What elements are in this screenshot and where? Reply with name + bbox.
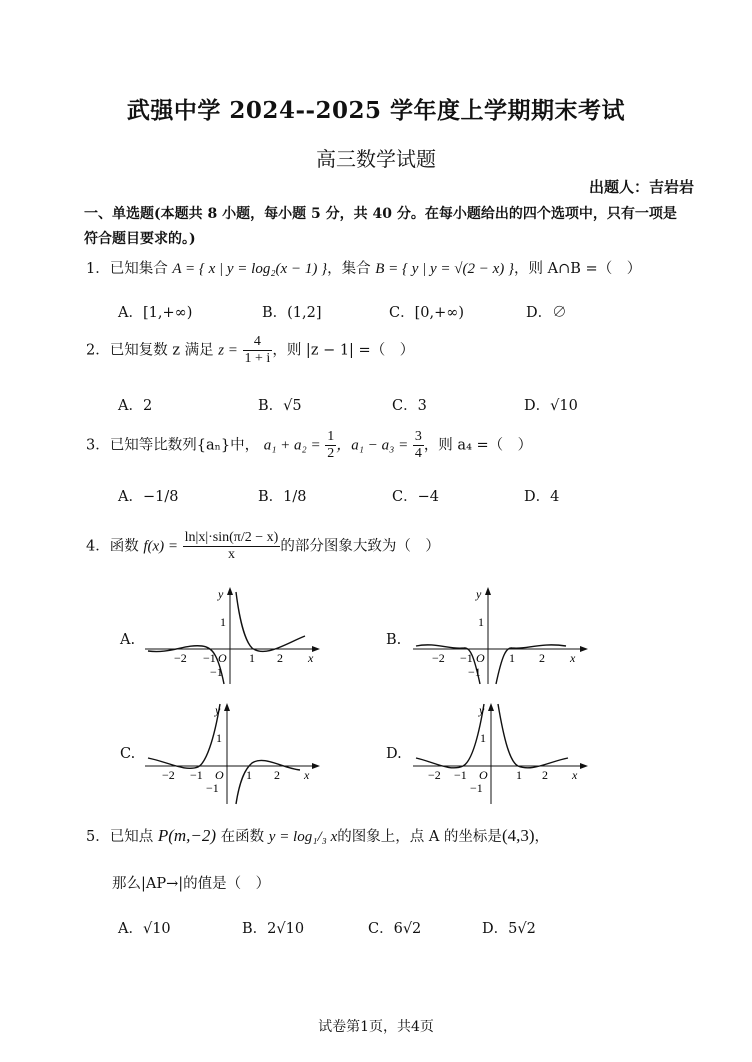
q2-option-a: A．2 [118, 398, 153, 414]
q3-cond1-den: 2 [327, 446, 335, 461]
section-instructions: (本题共 8 小题，每小题 5 分，共 40 分。在每小题给出的四个选项中，只有一项是符合题目要求的。) [84, 206, 677, 247]
q4d-tick-2: 2 [542, 768, 548, 782]
q2-stem-b: ，则 |z − 1| =（ ） [272, 342, 415, 359]
q2-option-c: C．3 [392, 398, 427, 414]
q1-option-b: B．(1,2] [262, 305, 322, 321]
q3-cond1-lhs: a₁ + a₂ = [263, 437, 321, 454]
q4a-tick-y1: 1 [220, 615, 226, 629]
q4-option-b-label: B. [386, 632, 402, 648]
q5-coord: (4,3) [501, 826, 535, 845]
q1-stem-b: ，集合 [327, 261, 371, 277]
page-footer: 试卷第1页，共4页 [318, 1019, 434, 1035]
q4a-tick-yneg1: −1 [210, 665, 223, 679]
q5-stem-b: 在函数 [220, 829, 265, 845]
q3-cond1-frac [325, 429, 336, 462]
exam-subtitle: 高三数学试题 [316, 147, 436, 171]
q4a-tick-1: 1 [249, 651, 255, 665]
q1-set-a: A = { x | y = log₂(x − 1) } [172, 261, 328, 277]
q4a-x-label: x [308, 651, 314, 665]
q5-option-b: B．2√10 [242, 921, 305, 937]
author-line: 出题人：吉岩岩 [588, 178, 694, 196]
q4-func-den: x [227, 547, 235, 562]
section-heading [84, 202, 684, 252]
q2-number: 2． [86, 342, 110, 359]
q4-option-d-label: D. [386, 746, 402, 762]
q3-number: 3． [86, 437, 110, 454]
q4b-y-label: y [476, 587, 482, 601]
q4d-y-label: y [479, 703, 485, 717]
q4-option-a-label: A. [120, 632, 136, 648]
q4-graph-d [408, 700, 593, 808]
q3-option-d: D．4 [524, 489, 560, 505]
q5-line2: 那么|AP→|的值是（ ） [112, 876, 271, 892]
q1-stem-a: 已知集合 [109, 261, 168, 277]
q4d-tick-neg1: −1 [454, 768, 467, 782]
q2-frac-num: 4 [243, 334, 273, 351]
q2-lhs: z = [218, 342, 238, 359]
q4c-tick-yneg1: −1 [206, 781, 219, 795]
q4a-tick-neg1: −1 [203, 651, 216, 665]
q2-option-b: B．√5 [258, 398, 302, 414]
q4d-x-label: x [572, 768, 578, 782]
q1-number: 1． [86, 261, 110, 277]
section-title: 一、单选题 [84, 206, 154, 222]
q4c-origin: O [215, 768, 224, 782]
question-2 [86, 334, 414, 367]
q4b-tick-yneg1: −1 [468, 665, 481, 679]
q4b-origin: O [476, 651, 485, 665]
q5-stem-a: 已知点 [109, 829, 154, 845]
q5-option-a: A．√10 [118, 921, 171, 937]
q2-stem-a: 已知复数 z 满足 [109, 342, 214, 359]
q4d-origin: O [479, 768, 488, 782]
exam-title: 武强中学 2024--2025 学年度上学期期末考试 [126, 97, 626, 124]
q5-option-d: D．5√2 [482, 921, 536, 937]
q4c-y-label: y [215, 703, 221, 717]
q2-option-d: D．√10 [524, 398, 578, 414]
q4-number: 4． [86, 538, 110, 555]
q4b-x-label: x [570, 651, 576, 665]
q4d-tick-1: 1 [516, 768, 522, 782]
q4b-tick-neg1: −1 [460, 651, 473, 665]
q4c-tick-y1: 1 [216, 731, 222, 745]
q4a-y-label: y [218, 587, 224, 601]
question-4 [86, 530, 440, 563]
q1-option-d: D．∅ [526, 305, 567, 321]
q3-cond2-num: 3 [414, 429, 422, 444]
q4d-tick-y1: 1 [480, 731, 486, 745]
question-5 [86, 825, 549, 846]
q4-func-lhs: f(x) = [143, 538, 179, 555]
q4c-tick-2: 2 [274, 768, 280, 782]
q4a-origin: O [218, 651, 227, 665]
q4c-x-label: x [304, 768, 310, 782]
q4-graph-c [140, 700, 325, 808]
q4b-tick-2: 2 [539, 651, 545, 665]
q4c-tick-neg2: −2 [162, 768, 175, 782]
q2-frac-den: 1 + i [244, 351, 271, 366]
q1-option-c: C．[0,+∞) [389, 305, 464, 321]
q4-graph-b [408, 584, 593, 688]
q4a-tick-2: 2 [277, 651, 283, 665]
q4c-tick-1: 1 [246, 768, 252, 782]
q4d-tick-yneg1: −1 [470, 781, 483, 795]
q1-set-b: B = { y | y = √(2 − x) } [375, 261, 515, 277]
q4-graph-a [140, 584, 325, 688]
q3-stem-a: 已知等比数列{aₙ}中， [109, 437, 260, 454]
q5-option-c: C．6√2 [368, 921, 422, 937]
q4a-tick-neg2: −2 [174, 651, 187, 665]
q4b-tick-neg2: −2 [432, 651, 445, 665]
q1-stem-c: ，则 A∩B =（ ） [514, 261, 642, 277]
q3-cond2-frac [413, 429, 424, 462]
q3-cond2-lhs: ，a₁ − a₃ = [336, 437, 409, 454]
q3-stem-b: ，则 a₄ =（ ） [423, 437, 533, 454]
q5-point: P(m,−2) [157, 826, 217, 845]
q4-stem-b: 的部分图象大致为（ ） [280, 538, 440, 555]
q2-fraction [243, 334, 273, 367]
q5-func: y = log₁/₃ x [268, 829, 338, 845]
q4b-tick-1: 1 [509, 651, 515, 665]
q3-option-b: B．1/8 [258, 489, 307, 505]
q3-option-c: C．−4 [392, 489, 439, 505]
q4-func-frac [183, 530, 281, 563]
q1-option-a: A．[1,+∞) [118, 305, 193, 321]
q4-stem-a: 函数 [109, 538, 139, 555]
q5-stem-d: ， [534, 829, 550, 845]
question-3 [86, 429, 532, 462]
q4b-tick-y1: 1 [478, 615, 484, 629]
q4c-tick-neg1: −1 [190, 768, 203, 782]
q3-cond2-den: 4 [414, 446, 422, 461]
q3-option-a: A．−1/8 [118, 489, 179, 505]
q4d-tick-neg2: −2 [428, 768, 441, 782]
q4-func-num: ln|x|·sin(π/2 − x) [184, 530, 279, 545]
q5-number: 5． [86, 829, 110, 845]
q4-option-c-label: C. [120, 746, 136, 762]
question-1 [86, 257, 641, 278]
q5-stem-c: 的图象上，点 A 的坐标是 [337, 829, 502, 845]
q3-cond1-num: 1 [327, 429, 335, 444]
